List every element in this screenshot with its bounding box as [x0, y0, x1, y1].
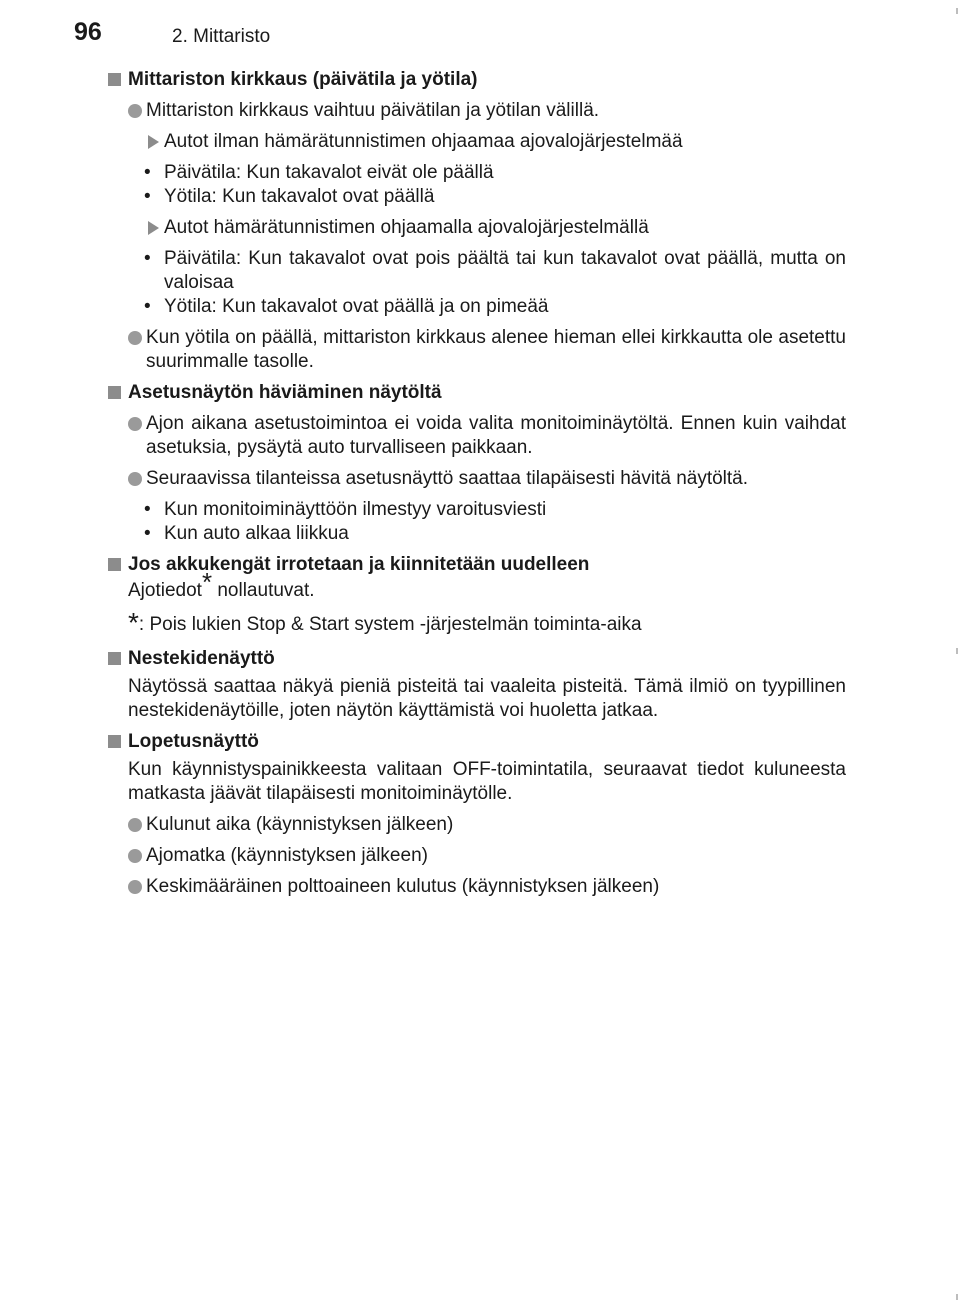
section-title: Jos akkukengät irrotetaan ja kiinnitetään uudelleen — [108, 553, 846, 577]
round-bullet-item: Seuraavissa tilanteissa asetusnäyttö saattaa tilapäisesti hävitä näytöltä. — [108, 467, 846, 491]
paragraph: Näytössä saattaa näkyä pieniä pisteitä tai vaaleita pisteitä. Tämä ilmiö on tyypillinen nestekidenäytöille, joten näytön käyttämistä voi huoletta jatkaa. — [128, 676, 846, 721]
list-item: • Yötila: Kun takavalot ovat päällä ja on pimeää — [144, 296, 549, 317]
circle-bullet-icon — [128, 104, 142, 118]
section-title: Mittariston kirkkaus (päivätila ja yötila) — [108, 68, 846, 92]
circle-bullet-icon — [128, 417, 142, 431]
list-item: • Päivätila: Kun takavalot eivät ole päällä — [144, 162, 494, 183]
square-bullet-icon — [108, 386, 121, 399]
crop-mark — [956, 648, 958, 654]
dot-list — [108, 498, 846, 546]
crop-mark — [956, 1294, 958, 1300]
section-title: Asetusnäytön häviäminen näytöltä — [108, 381, 846, 405]
arrow-item: Autot hämärätunnistimen ohjaamalla ajovalojärjestelmällä — [108, 216, 846, 240]
square-bullet-icon — [108, 652, 121, 665]
list-item: • Kun auto alkaa liikkua — [144, 523, 349, 544]
chapter-title: 2. Mittaristo — [172, 26, 271, 47]
circle-bullet-icon — [128, 849, 142, 863]
list-item: • Yötila: Kun takavalot ovat päällä — [144, 186, 435, 207]
section-battery-terminals — [108, 553, 846, 637]
circle-bullet-icon — [128, 331, 142, 345]
section-settings-display — [108, 381, 846, 546]
circle-bullet-icon — [128, 472, 142, 486]
dot-list — [108, 247, 846, 319]
round-bullet-item: Mittariston kirkkaus vaihtuu päivätilan ja yötilan välillä. — [108, 99, 846, 123]
page-content — [108, 68, 846, 906]
round-bullet-item: Ajomatka (käynnistyksen jälkeen) — [108, 844, 846, 868]
list-item: • Päivätila: Kun takavalot ovat pois päältä tai kun takavalot ovat päällä, mutta on valoisaa — [144, 248, 846, 293]
square-bullet-icon — [108, 73, 121, 86]
list-item: • Kun monitoiminäyttöön ilmestyy varoitusviesti — [144, 499, 547, 520]
footnote: *: Pois lukien Stop & Start system -järjestelmän toiminta-aika — [128, 607, 642, 638]
square-bullet-icon — [108, 558, 121, 571]
section-brightness — [108, 68, 846, 374]
square-bullet-icon — [108, 735, 121, 748]
crop-mark — [956, 8, 958, 14]
circle-bullet-icon — [128, 818, 142, 832]
round-bullet-item: Kulunut aika (käynnistyksen jälkeen) — [108, 813, 846, 837]
circle-bullet-icon — [128, 880, 142, 894]
triangle-arrow-icon — [148, 221, 159, 235]
arrow-item: Autot ilman hämärätunnistimen ohjaamaa ajovalojärjestelmää — [108, 130, 846, 154]
round-bullet-item: Kun yötila on päällä, mittariston kirkkaus alenee hieman ellei kirkkautta ole asetettu suurimmalle tasolle. — [108, 326, 846, 374]
section-end-screen — [108, 730, 846, 899]
paragraph: Kun käynnistyspainikkeesta valitaan OFF-toimintatila, seuraavat tiedot kuluneesta matkasta jäävät tilapäisesti monitoiminäytölle. — [128, 759, 846, 804]
section-lcd — [108, 647, 846, 723]
section-title: Lopetusnäyttö — [108, 730, 846, 754]
section-title: Nestekidenäyttö — [108, 647, 846, 671]
triangle-arrow-icon — [148, 135, 159, 149]
round-bullet-item: Keskimääräinen polttoaineen kulutus (käynnistyksen jälkeen) — [108, 875, 846, 899]
footnote-marker: * — [201, 566, 213, 597]
round-bullet-item: Ajon aikana asetustoimintoa ei voida valita monitoiminäytöltä. Ennen kuin vaihdat asetuksia, pysäytä auto turvalliseen paikkaan. — [108, 412, 846, 460]
paragraph: Ajotiedot* nollautuvat. — [128, 566, 315, 601]
footnote-star: * — [128, 607, 139, 638]
page-number: 96 — [74, 18, 102, 46]
dot-list — [108, 161, 846, 209]
